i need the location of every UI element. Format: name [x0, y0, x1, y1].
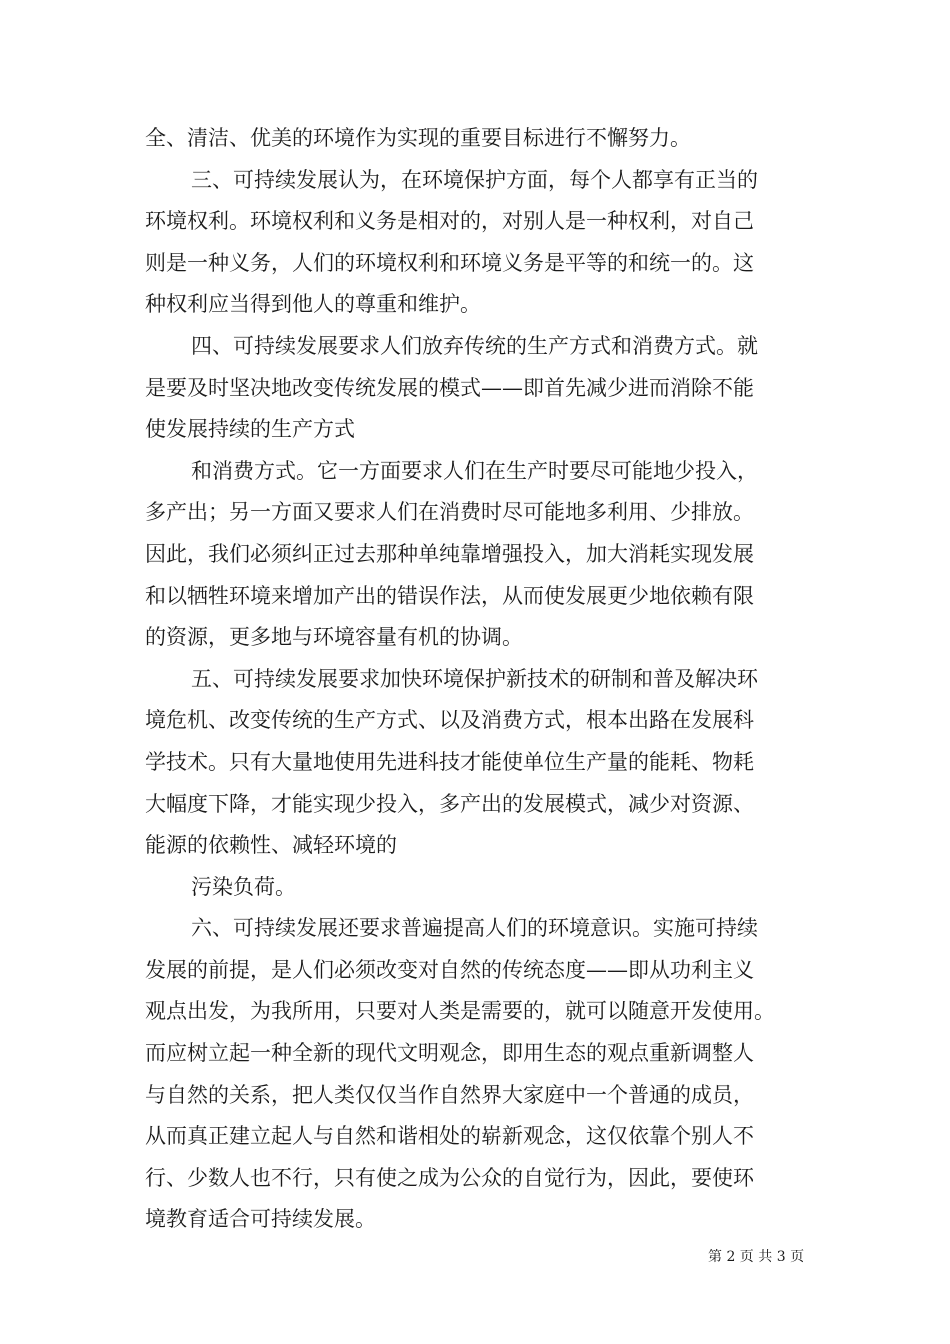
- text-line: 和消费方式。它一方面要求人们在生产时要尽可能地少投入，: [191, 458, 758, 483]
- text-line: 境教育适合可持续发展。: [145, 1207, 376, 1232]
- text-line: 从而真正建立起人与自然和谐相处的崭新观念，这仅依靠个别人不: [145, 1124, 754, 1149]
- text-line: 则是一种义务，人们的环境权利和环境义务是平等的和统一的。这: [145, 250, 754, 275]
- text-line: 大幅度下降，才能实现少投入，多产出的发展模式，减少对资源、: [145, 791, 754, 816]
- text-line: 四、可持续发展要求人们放弃传统的生产方式和消费方式。就: [191, 333, 758, 358]
- text-line: 全、清洁、优美的环境作为实现的重要目标进行不懈努力。: [145, 126, 691, 150]
- text-line: 与自然的关系，把人类仅仅当作自然界大家庭中一个普通的成员，: [145, 1082, 754, 1107]
- text-line: 六、可持续发展还要求普遍提高人们的环境意识。实施可持续: [191, 916, 758, 941]
- text-line: 是要及时坚决地改变传统发展的模式——即首先减少进而消除不能: [145, 375, 754, 400]
- text-line: 污染负荷。: [191, 874, 296, 899]
- body-text: [145, 118, 815, 1241]
- text-line: 境危机、改变传统的生产方式、以及消费方式，根本出路在发展科: [145, 708, 754, 733]
- text-line: 的资源，更多地与环境容量有机的协调。: [145, 625, 523, 650]
- page-number: 第 2 页 共 3 页: [708, 1249, 805, 1265]
- text-line: 种权利应当得到他人的尊重和维护。: [145, 292, 481, 317]
- text-line: 环境权利。环境权利和义务是相对的，对别人是一种权利，对自己: [145, 209, 754, 234]
- text-line: 能源的依赖性、减轻环境的: [145, 833, 397, 858]
- text-line: 使发展持续的生产方式: [145, 417, 355, 442]
- text-line: 因此，我们必须纠正过去那种单纯靠增强投入，加大消耗实现发展: [145, 541, 754, 566]
- text-line: 五、可持续发展要求加快环境保护新技术的研制和普及解决环: [191, 666, 758, 691]
- text-line: 三、可持续发展认为，在环境保护方面，每个人都享有正当的: [191, 167, 758, 192]
- text-line: 观点出发，为我所用，只要对人类是需要的，就可以随意开发使用。: [145, 999, 775, 1024]
- text-line: 发展的前提，是人们必须改变对自然的传统态度——即从功利主义: [145, 957, 754, 982]
- text-line: 而应树立起一种全新的现代文明观念，即用生态的观点重新调整人: [145, 1041, 754, 1066]
- text-line: 学技术。只有大量地使用先进科技才能使单位生产量的能耗、物耗: [145, 749, 754, 774]
- text-line: 行、少数人也不行，只有使之成为公众的自觉行为，因此，要使环: [145, 1165, 754, 1190]
- text-line: 和以牺牲环境来增加产出的错误作法，从而使发展更少地依赖有限: [145, 583, 754, 608]
- text-line: 多产出；另一方面又要求人们在消费时尽可能地多利用、少排放。: [145, 500, 754, 525]
